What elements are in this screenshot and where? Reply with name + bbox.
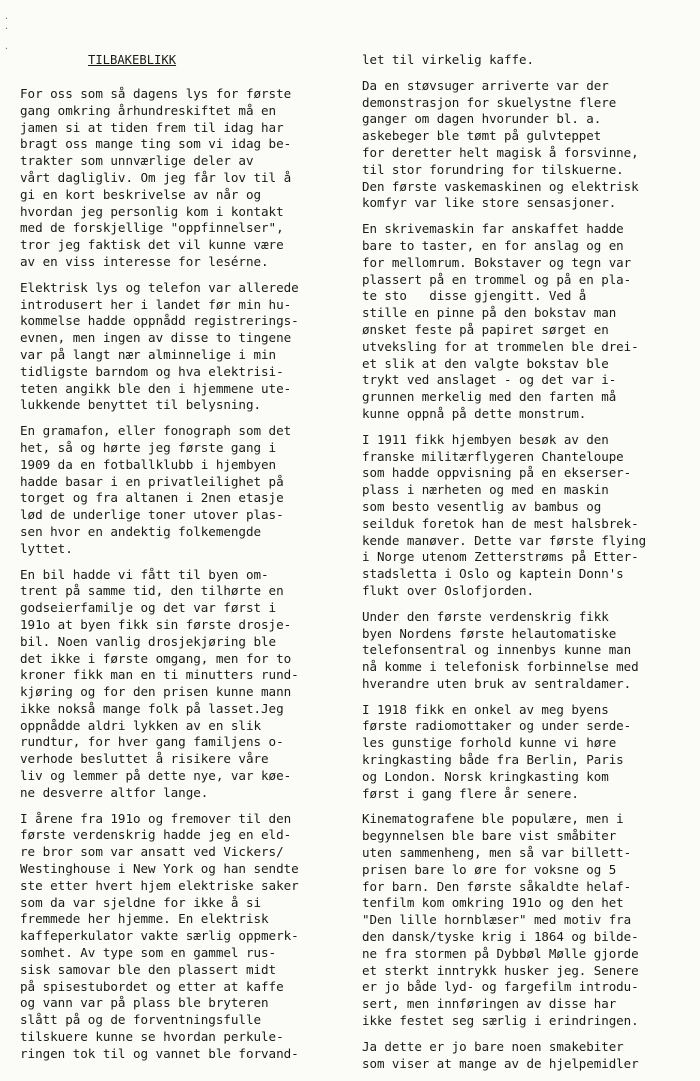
text-line: først i gang flere år senere. bbox=[362, 785, 579, 801]
text-line: Westinghouse i New York og han sendte bbox=[20, 861, 299, 877]
text-line: En skrivemaskin far anskaffet hadde bbox=[362, 221, 624, 237]
text-line: fremmede her hjemme. En elektrisk bbox=[20, 911, 269, 927]
text-line: verhode besluttet å risikere våre bbox=[20, 751, 269, 767]
text-line: plassert på en trommel og på en pla- bbox=[362, 271, 632, 287]
text-line: liv og lemmer på dette nye, var køe- bbox=[20, 768, 292, 784]
text-line: stadsletta i Oslo og kaptein Donn's bbox=[362, 566, 624, 582]
text-line: I årene fra 191o og fremover til den bbox=[20, 810, 292, 826]
text-line: som hadde oppvisning på en ekserser- bbox=[362, 465, 632, 481]
margin-punch-marks: · · · bbox=[4, 14, 9, 53]
text-line: Den første vaskemaskinen og elektrisk bbox=[362, 178, 639, 194]
text-line: godseierfamilje og det var først i bbox=[20, 600, 277, 616]
text-line: ganger om dagen hvorunder bl. a. bbox=[362, 111, 602, 127]
paragraph bbox=[362, 52, 686, 69]
text-line: begynnelsen ble bare vist småbiter bbox=[362, 828, 617, 844]
text-line: et slik at den valgte bokstav ble bbox=[362, 355, 609, 371]
text-line: jamen si at tiden frem til idag har bbox=[20, 119, 284, 135]
text-line: av en viss interesse for lesérne. bbox=[20, 253, 269, 269]
paragraph bbox=[20, 423, 346, 557]
text-line: demonstrasjon for skuelystne flere bbox=[362, 94, 617, 110]
text-line: ne desverre altfor lange. bbox=[20, 784, 209, 800]
text-line: 191o at byen fikk sin første drosje- bbox=[20, 616, 292, 632]
right-paragraphs bbox=[362, 52, 686, 1072]
text-line: lød de underlige toner utover plas- bbox=[20, 507, 284, 523]
text-line: seilduk foretok han de mest halsbrek- bbox=[362, 515, 639, 531]
text-line: var på langt nær alminnelige i min bbox=[20, 346, 277, 362]
text-line: et sterkt inntrykk husker jeg. Senere bbox=[362, 962, 639, 978]
text-line: til stor forundring for tilskuerne. bbox=[362, 161, 624, 177]
text-line: Da en støvsuger arriverte var der bbox=[362, 77, 609, 93]
text-line: sen hvor en andektig folkemengde bbox=[20, 523, 262, 539]
text-line: ste etter hvert hjem elektriske saker bbox=[20, 877, 299, 893]
text-line: lukkende benyttet til belysning. bbox=[20, 397, 262, 413]
text-line: rundtur, for hver gang familjens o- bbox=[20, 734, 284, 750]
text-line: les gunstige forhold kunne vi høre bbox=[362, 735, 617, 751]
text-line: slått på og de forventningsfulle bbox=[20, 1012, 262, 1028]
text-line: En bil hadde vi fått til byen om- bbox=[20, 566, 269, 582]
text-line: For oss som så dagens lys for første bbox=[20, 86, 292, 101]
text-line: byen Nordens første helautomatiske bbox=[362, 625, 617, 641]
text-line: på spisestubordet og etter at kaffe bbox=[20, 978, 284, 994]
text-line: første radiomottaker og under serde- bbox=[362, 718, 632, 734]
text-line: franske militærflygeren Chanteloupe bbox=[362, 448, 624, 464]
text-line: te sto disse gjengitt. Ved å bbox=[362, 288, 587, 304]
left-column bbox=[20, 52, 346, 1072]
paragraph bbox=[362, 78, 686, 212]
text-line: stille en pinne på den bokstav man bbox=[362, 305, 617, 321]
text-line: i Norge utenom Zetterstrøms på Etter- bbox=[362, 549, 639, 565]
text-line: kroner fikk man en ti minutters rund- bbox=[20, 667, 299, 683]
text-line: ikke festet seg særlig i erindringen. bbox=[362, 1013, 639, 1029]
text-line: 1909 da en fotballklubb i hjembyen bbox=[20, 456, 277, 472]
paragraph bbox=[362, 1039, 686, 1073]
text-line: ikke nokså mange folk på lasset.Jeg bbox=[20, 700, 284, 716]
text-line: evnen, men ingen av disse to tingene bbox=[20, 330, 292, 346]
text-line: hvordan jeg personlig kom i kontakt bbox=[20, 203, 284, 219]
text-line: re bror som var ansatt ved Vickers/ bbox=[20, 844, 284, 860]
text-line: I 1911 fikk hjembyen besøk av den bbox=[362, 431, 609, 447]
text-line: gang omkring århundreskiftet må en bbox=[20, 102, 277, 118]
text-line: I 1918 fikk en onkel av meg byens bbox=[362, 701, 609, 717]
text-line: bragt oss mange ting som vi idag be- bbox=[20, 136, 292, 152]
text-line: ønsket feste på papiret sørget en bbox=[362, 321, 609, 337]
text-line: trakter som unnværlige deler av bbox=[20, 153, 254, 169]
text-line: kende manøver. Dette var første flying bbox=[362, 532, 647, 548]
text-line: for mellomrum. Bokstaver og tegn var bbox=[362, 254, 632, 270]
text-line: utveksling for at trommelen ble drei- bbox=[362, 338, 639, 354]
text-line: tidligste barndom og hva elektrisi- bbox=[20, 363, 284, 379]
text-line: Ja dette er jo bare noen smakebiter bbox=[362, 1038, 624, 1054]
text-line: let til virkelig kaffe. bbox=[362, 52, 534, 67]
text-line: det ikke i første omgang, men for to bbox=[20, 650, 292, 666]
text-line: og London. Norsk kringkasting kom bbox=[362, 768, 609, 784]
paragraph bbox=[362, 221, 686, 423]
text-line: tror jeg faktisk det vil kunne være bbox=[20, 237, 284, 253]
text-line: med de forskjellige "oppfinnelser", bbox=[20, 220, 284, 236]
text-line: gi en kort beskrivelse av når og bbox=[20, 186, 262, 202]
paragraph bbox=[20, 86, 346, 271]
text-line: Under den første verdenskrig fikk bbox=[362, 608, 609, 624]
text-line: vårt dagligliv. Om jeg får lov til å bbox=[20, 169, 292, 185]
text-line: ringen tok til og vannet ble forvand- bbox=[20, 1045, 299, 1061]
text-line: er jo både lyd- og fargefilm introdu- bbox=[362, 979, 639, 995]
text-line: Kinematografene ble populære, men i bbox=[362, 811, 624, 827]
text-line: teten angikk ble den i hjemmene ute- bbox=[20, 380, 292, 396]
text-line: tenfilm kom omkring 191o og den het bbox=[362, 895, 624, 911]
text-line: kjøring og for den prisen kunne mann bbox=[20, 684, 292, 700]
text-line: askebeger ble tømt på gulvteppet bbox=[362, 128, 602, 144]
text-line: prisen bare lo øre for voksne og 5 bbox=[362, 861, 617, 877]
text-line: komfyr var like store sensasjoner. bbox=[362, 195, 617, 211]
text-line: flukt over Oslofjorden. bbox=[362, 582, 534, 598]
text-line: sert, men innføringen av disse har bbox=[362, 996, 617, 1012]
text-line: bare to taster, en for anslag og en bbox=[362, 237, 624, 253]
paragraph bbox=[20, 280, 346, 414]
text-line: plass i nærheten og med en maskin bbox=[362, 482, 609, 498]
text-line: sisk samovar ble den plassert midt bbox=[20, 961, 277, 977]
text-line: første verdenskrig hadde jeg en eld- bbox=[20, 827, 292, 843]
text-line: kaffeperkulator vakte særlig oppmerk- bbox=[20, 928, 299, 944]
text-line: "Den lille hornblæser" med motiv fra bbox=[362, 912, 632, 928]
text-line: den dansk/tyske krig i 1864 og bilde- bbox=[362, 929, 639, 945]
text-line: introdusert her i landet før min hu- bbox=[20, 296, 292, 312]
text-line: hverandre uten bruk av sentraldamer. bbox=[362, 675, 632, 691]
text-line: trykt ved anslaget - og det var i- bbox=[362, 372, 617, 388]
text-line: grunnen merkelig med den farten må bbox=[362, 389, 617, 405]
text-line: telefonsentral og innenbys kunne man bbox=[362, 642, 632, 658]
text-line: torget og fra altanen i 2nen etasje bbox=[20, 490, 284, 506]
text-line: hadde basar i en privatleilighet på bbox=[20, 473, 284, 489]
article-title: TILBAKEBLIKK bbox=[88, 53, 177, 67]
paragraph bbox=[362, 609, 686, 693]
text-line: En gramafon, eller fonograph som det bbox=[20, 423, 292, 439]
text-line: ne fra stormen på Dybbøl Mølle gjorde bbox=[362, 945, 639, 961]
text-line: nå komme i telefonisk forbinnelse med bbox=[362, 659, 639, 675]
paragraph bbox=[362, 702, 686, 803]
text-line: for deretter helt magisk å forsvinne, bbox=[362, 144, 639, 160]
right-column bbox=[362, 52, 686, 1081]
text-line: for barn. Den første såkaldte helaf- bbox=[362, 878, 632, 894]
text-line: kringkasting både fra Berlin, Paris bbox=[362, 752, 624, 768]
text-line: lyttet. bbox=[20, 540, 73, 556]
text-line: som da var sjeldne for ikke å si bbox=[20, 894, 262, 910]
text-line: trent på samme tid, den tilhørte en bbox=[20, 583, 284, 599]
left-paragraphs bbox=[20, 86, 346, 1063]
text-line: tilskuere kunne se hvordan perkule- bbox=[20, 1029, 284, 1045]
text-line: som besto vesentlig av bambus og bbox=[362, 498, 602, 514]
text-line: oppnådde aldri lykken av en slik bbox=[20, 717, 262, 733]
text-line: og vann var på plass ble bryteren bbox=[20, 995, 269, 1011]
paragraph bbox=[362, 811, 686, 1029]
text-line: kunne oppnå på dette monstrum. bbox=[362, 405, 587, 421]
paragraph bbox=[362, 432, 686, 600]
text-line: Elektrisk lys og telefon var allerede bbox=[20, 279, 299, 295]
text-line: bil. Noen vanlig drosjekjøring ble bbox=[20, 633, 277, 649]
text-line: som viser at mange av de hjelpemidler bbox=[362, 1055, 639, 1071]
text-line: het, så og hørte jeg første gang i bbox=[20, 439, 277, 455]
paragraph bbox=[20, 567, 346, 802]
text-line: uten sammenheng, men så var billett- bbox=[362, 845, 632, 861]
text-line: somhet. Av type som en gammel rus- bbox=[20, 945, 277, 961]
text-line: kommelse hadde oppnådd registrerings- bbox=[20, 313, 299, 329]
paragraph bbox=[20, 811, 346, 1063]
